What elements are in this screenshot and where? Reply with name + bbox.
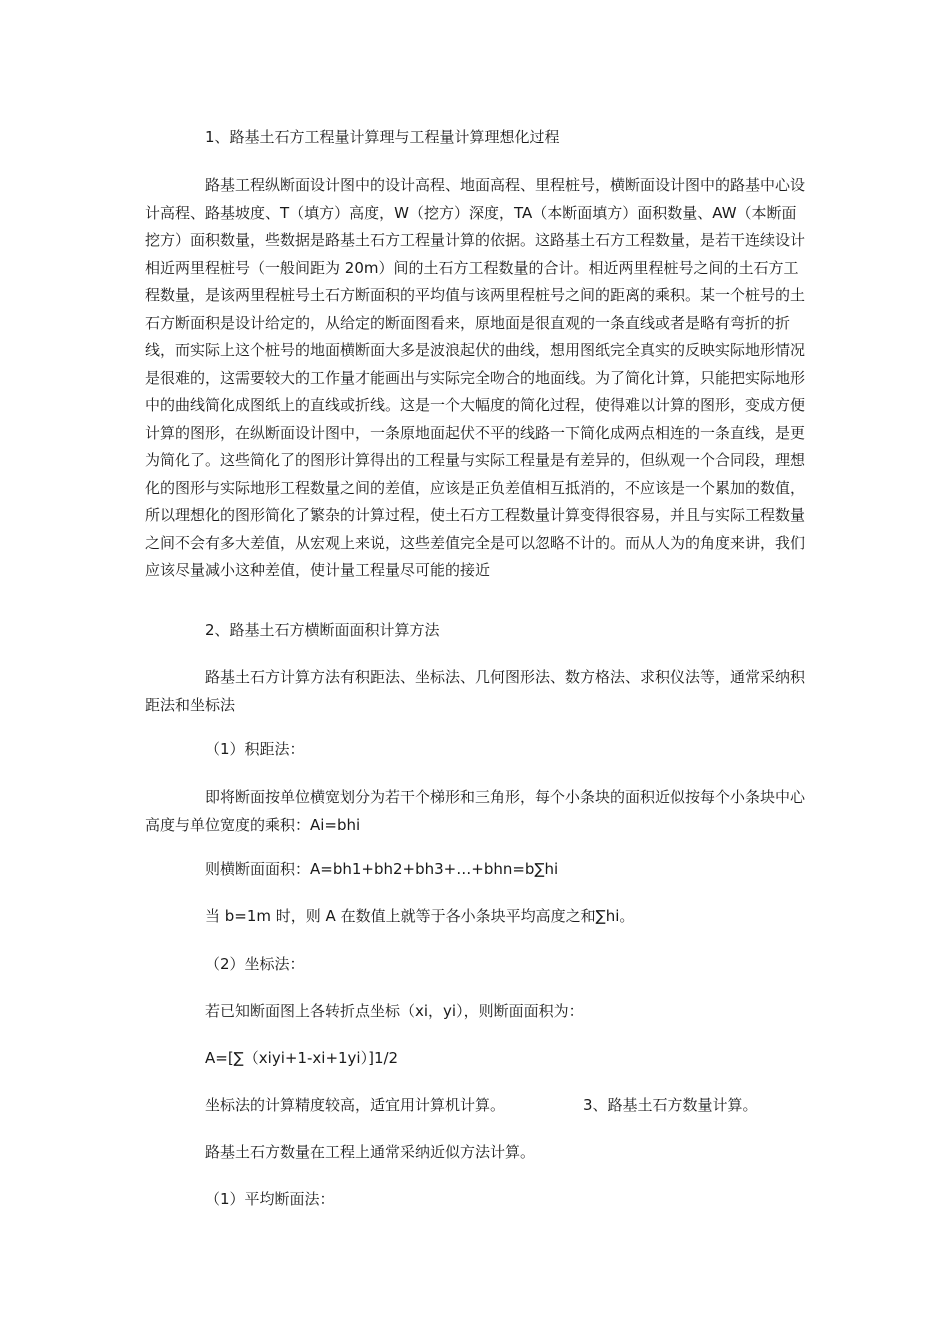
subheading-integral-distance-method: （1）积距法： bbox=[205, 740, 305, 758]
paragraph-coordinate-intro: 若已知断面图上各转折点坐标（xi，yi），则断面面积为： bbox=[205, 1002, 584, 1020]
section-heading-1: 1、路基土石方工程量计算理与工程量计算理想化过程 bbox=[205, 128, 560, 146]
section-heading-2: 2、路基土石方横断面面积计算方法 bbox=[205, 621, 440, 639]
formula-coordinate-area: A=[∑（xiyi+1-xi+1yi）]1/2 bbox=[205, 1049, 399, 1067]
paragraph-approximate-method: 路基土石方数量在工程上通常采纳近似方法计算。 bbox=[205, 1143, 536, 1161]
section-heading-3: 3、路基土石方数量计算。 bbox=[583, 1096, 758, 1114]
paragraph-integral-distance-method: 即将断面按单位横宽划分为若干个梯形和三角形，每个小条块的面积近似按每个小条块中心高度与单位宽度的乘积：Ai=bhi bbox=[145, 788, 806, 834]
paragraph-coordinate-precision: 坐标法的计算精度较高，适宜用计算机计算。 bbox=[205, 1096, 506, 1114]
paragraph-earthwork-process: 路基工程纵断面设计图中的设计高程、地面高程、里程桩号，横断面设计图中的路基中心设计高程、路基坡度、T（填方）高度，W（挖方）深度，TA（本断面填方）面积数量、AW（本断面挖方）面积数量，些数据是路基土石方工程量计算的依据。这路基土石方工程数量，是若干连续设计相近两里程桩号（一般间距为 20m）间的土石方工程数量的合计。相近两里程桩号之间的土石方工程数量，是该两里程桩号土石方断面积的平均值与该两里程桩号之间的距离的乘积。某一个桩号的土石方断面积是设计给定的，从给定的断面图看来，原地面是很直观的一条直线或者是略有弯折的折线，而实际上这个桩号的地面横断面大多是波浪起伏的曲线，想用图纸完全真实的反映实际地形情况是很难的，这需要较大的工作量才能画出与实际完全吻合的地面线。为了简化计算，只能把实际地形中的曲线简化成图纸上的直线或折线。这是一个大幅度的简化过程，使得难以计算的图形，变成方便计算的图形，在纵断面设计图中，一条原地面起伏不平的线路一下简化成两点相连的一条直线，是更为简化了。这些简化了的图形计算得出的工程量与实际工程量是有差异的，但纵观一个合同段，理想化的图形与实际地形工程数量之间的差值，应该是正负差值相互抵消的，不应该是一个累加的数值，所以理想化的图形简化了繁杂的计算过程，使土石方工程数量计算变得很容易，并且与实际工程数量之间不会有多大差值，从宏观上来说，这些差值完全是可以忽略不计的。而从人为的角度来讲，我们应该尽量减小这种差值，使计量工程量尽可能的接近 bbox=[145, 176, 806, 579]
subheading-average-section-method: （1）平均断面法： bbox=[205, 1190, 335, 1208]
paragraph-calculation-methods: 路基土石方计算方法有积距法、坐标法、几何图形法、数方格法、求积仪法等，通常采纳积距法和坐标法 bbox=[145, 668, 806, 714]
subheading-coordinate-method: （2）坐标法： bbox=[205, 955, 305, 973]
paragraph-unit-width-note: 当 b=1m 时，则 A 在数值上就等于各小条块平均高度之和∑hi。 bbox=[205, 907, 635, 925]
formula-cross-section-area: 则横断面面积：A=bh1+bh2+bh3+…+bhn=b∑hi bbox=[205, 860, 559, 878]
